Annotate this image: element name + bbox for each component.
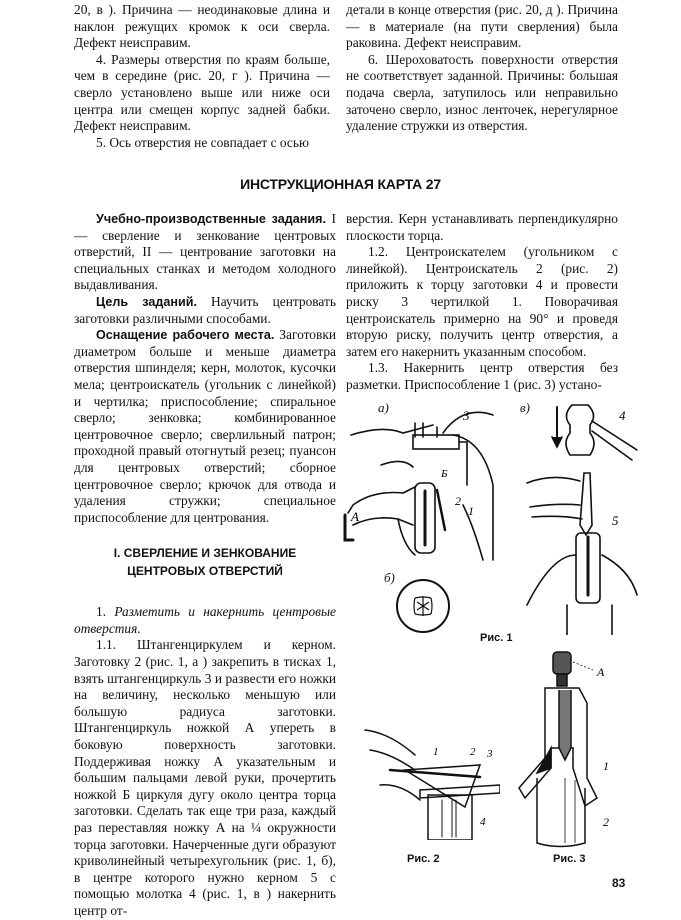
fig2-caption: Рис. 2 <box>407 853 440 865</box>
fig3-caption: Рис. 3 <box>553 853 586 865</box>
top-left-column <box>74 2 330 151</box>
vise-jaws <box>527 555 637 605</box>
right-main-column <box>346 211 618 394</box>
figure-2-center-finder <box>360 725 500 840</box>
fig3-callout-a: А <box>597 665 605 679</box>
hand-outline <box>527 477 582 519</box>
figure-1v-hammer-punch <box>512 395 642 635</box>
paragraph-defect-4: 4. Размеры отверстия по краям больше, чем в середине (рис. 20, г ). Причина — сверло установлено выше или ниже оси центра или смещен корпус задней бабки. Дефект неисправим. <box>74 51 330 134</box>
step-1-heading <box>74 604 336 637</box>
paragraph-step-1-3: 1.3. Накернить центр отверстия без разметки. Приспособление 1 (рис. 3) устано- <box>346 360 618 392</box>
fig1v-callout-4: 4 <box>619 408 626 423</box>
figure-1b-marked-circle <box>393 576 453 636</box>
section-heading-line-2: ЦЕНТРОВЫХ ОТВЕРСТИЙ <box>127 564 283 579</box>
equipment-text: Заготовки диаметром больше и меньше диаметра отверстия шпинделя; керн, молоток, кусочки мела; центроискатель (угольник с линейкой) и чертилка; приспособление; спиральное сверло; зенковка; комбинированное центровочное сверло; сверлильный патрон; проходной правый отогнутый резец; пуансон для центровых отверстий; сборное центровочное сверло; крючок для отвода и удаления стружки; специальное приспособление для центрования. <box>74 327 336 525</box>
page-title: ИНСТРУКЦИОННАЯ КАРТА 27 <box>240 176 441 192</box>
paragraph-equipment <box>74 327 336 526</box>
tasks-text: I — сверление и зенкование центровых отверстий, II — центрование заготовки на специальных станках и методом холодного выдавливания. <box>74 211 337 293</box>
paragraph-step-1-2: 1.2. Центроискателем (угольником с линейкой). Центроискатель 2 (рис. 2) приложить к торцу заготовки 4 и провести риску 3 чертилкой 1. Поворачивая центроискатель примерно на 90° и проведя вторую риску, получить центр отверстия, а затем его накернить указанным способом. <box>346 244 618 359</box>
goal-text: Научить центровать заготовки различными способами. <box>74 293 336 326</box>
fig1a-callout-a: А <box>351 509 359 524</box>
hand-left-outline <box>351 425 433 435</box>
fig2-callout-1: 1 <box>433 746 439 758</box>
fig1b-label: б) <box>384 570 395 585</box>
fig1v-callout-5: 5 <box>612 513 619 528</box>
fig2-callout-4: 4 <box>480 816 486 828</box>
caliper-body <box>413 435 459 449</box>
paragraph-step-1-1-end: верстия. Керн устанавливать перпендикулярно плоскости торца. <box>346 211 618 243</box>
step-1-number: 1. <box>96 604 107 620</box>
workpiece-4 <box>428 795 472 840</box>
step-1-title: Разметить и накернить центровые отверстия. <box>74 604 336 636</box>
fig1a-callout-3: 3 <box>463 408 470 423</box>
fig3-callout-1: 1 <box>603 759 609 773</box>
left-main-column <box>74 211 336 920</box>
paragraph-tasks <box>74 211 336 294</box>
fig1a-label: а) <box>378 400 389 415</box>
section-heading <box>74 544 336 580</box>
curvilinear-quadrilateral-marks <box>414 596 432 616</box>
paragraph-defect-3-end: 20, в ). Причина — неодинаковые длина и наклон режущих кромок к оси сверла. Дефект неисправим. <box>74 2 330 51</box>
paragraph-step-1-1: 1.1. Штангенциркулем и керном. Заготовку 2 (рис. 1, а ) закрепить в тисках 1, взять штангенциркуль 3 и развести его ножки на величину, несколько меньшую или большую радиуса заготовки. Штангенциркуль ножкой А упереть в боковую поверхность заготовки. Поддерживая ножку А указательным и большим пальцами левой руки, прочертить ножкой Б циркуля дугу около центра торца заготовки. Сделать так еще три раза, каждый раз переставляя ножку А на ¼ окружности торца заготовки. Начерченные дуги образуют криволинейный четырехугольник (рис. 1, б), в центре которого нужно керном 5 с помощью молотка 4 (рис. 1, в ) накернить центр от- <box>74 637 336 918</box>
scriber-1 <box>390 770 480 777</box>
goal-label: Цель заданий. <box>96 294 197 309</box>
fig1a-callout-b: Б <box>441 468 448 480</box>
hand-outline <box>365 730 420 800</box>
hammer-head <box>566 405 594 455</box>
fig2-callout-3: 3 <box>487 748 493 760</box>
hammer-handle <box>592 421 637 460</box>
section-heading-line-1: I. СВЕРЛЕНИЕ И ЗЕНКОВАНИЕ <box>113 546 297 561</box>
equipment-label: Оснащение рабочего места. <box>96 328 275 343</box>
plunger-head-a <box>553 652 571 674</box>
page-number: 83 <box>612 876 626 890</box>
fig2-callout-2: 2 <box>470 746 476 758</box>
fig1-caption: Рис. 1 <box>480 632 513 644</box>
fig1v-label: в) <box>520 400 530 415</box>
workpiece-2 <box>537 778 585 847</box>
fig3-callout-2: 2 <box>603 815 609 829</box>
fig1a-callout-2: 2 <box>455 494 461 508</box>
tasks-label: Учебно-производственные задания. <box>96 212 326 226</box>
paragraph-goal <box>74 294 336 327</box>
paragraph-defect-6: 6. Шероховатость поверхности отверстия не соответствует заданной. Причины: большая подача сверла, затупилось или неправильно заточено сверло, износ ленточек, нерегулярное удаление стружки из отверстия. <box>346 51 618 134</box>
paragraph-defect-5-start: 5. Ось отверстия не совпадает с осью <box>96 134 309 150</box>
fig1a-callout-1: 1 <box>468 504 474 518</box>
paragraph-defect-5-end: детали в конце отверстия (рис. 20, д ). Причина — в материале (на пути сверления) была раковина. Дефект неисправим. <box>346 2 618 51</box>
figure-1a-caliper-illustration <box>343 395 503 565</box>
top-right-column <box>346 2 618 135</box>
center-punch <box>580 473 592 535</box>
figure-3-centering-fixture <box>515 648 625 848</box>
